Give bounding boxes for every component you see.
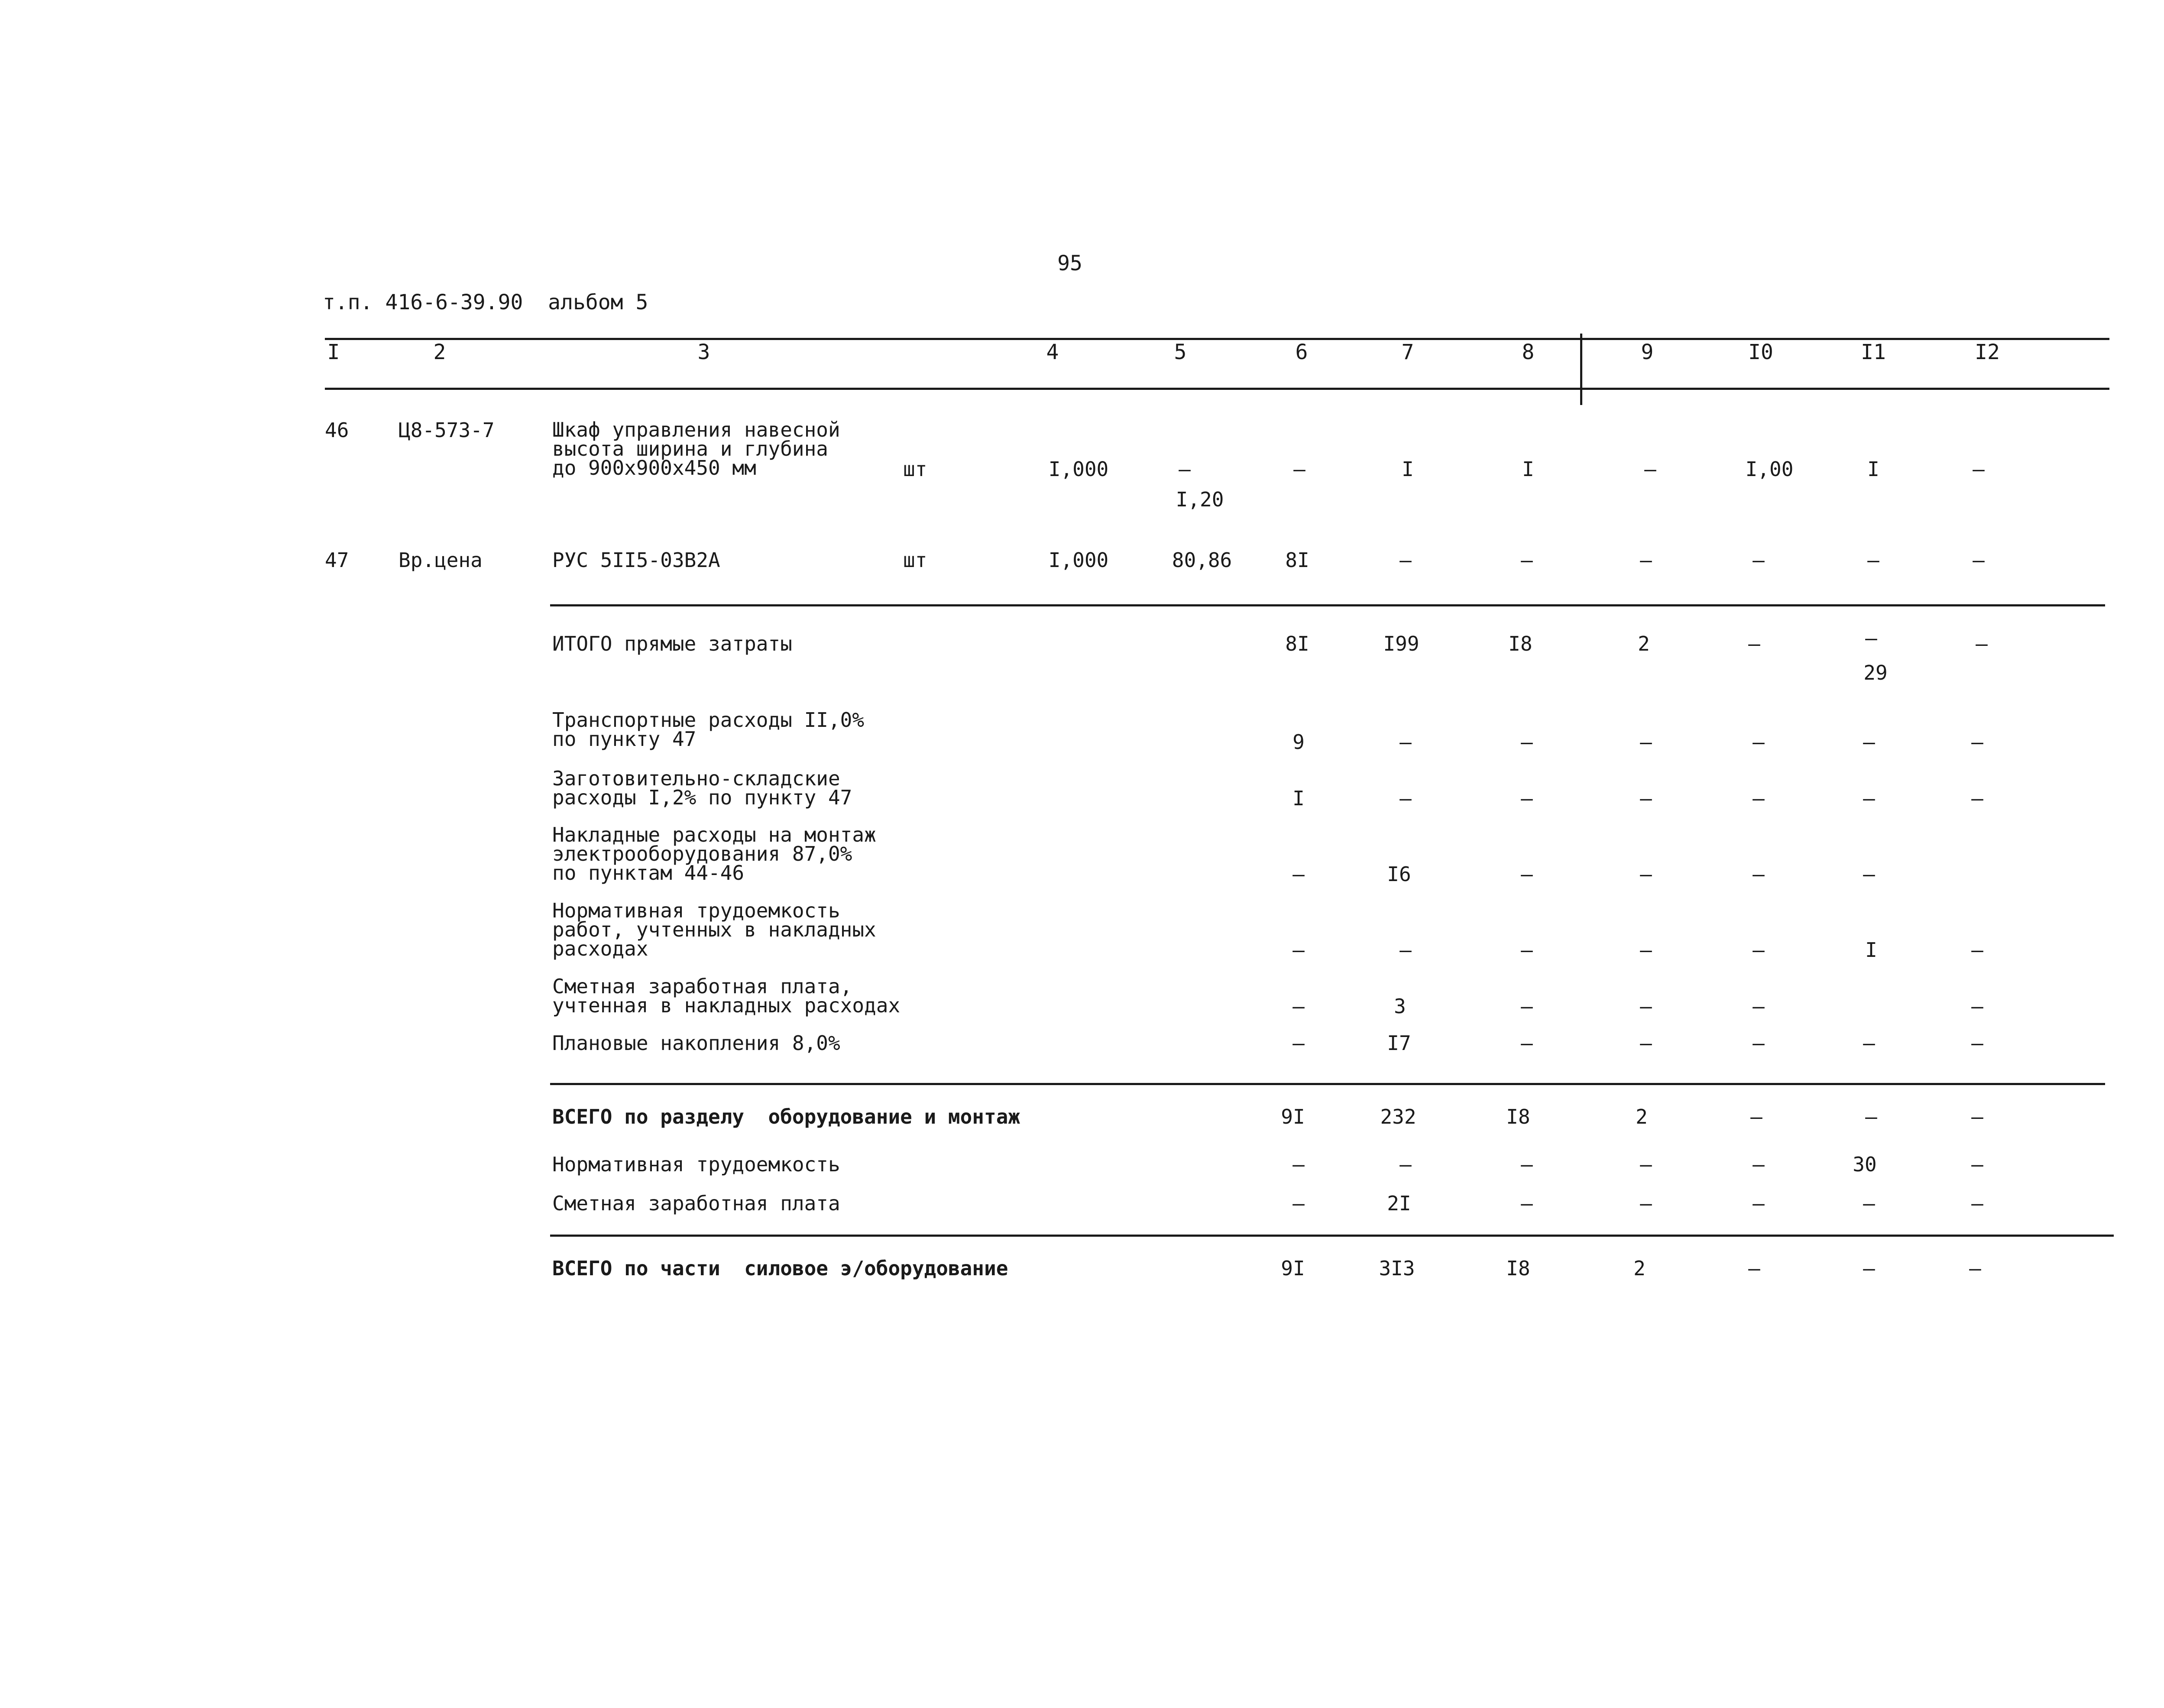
row-description: ИТОГО прямые затраты bbox=[552, 632, 792, 655]
cell-col6: – bbox=[1293, 995, 1305, 1018]
cell-col12: – bbox=[1973, 548, 1985, 572]
cell-col9: 2 bbox=[1638, 632, 1650, 655]
row-description: Заготовительно-складские расходы I,2% по пункту 47 bbox=[552, 767, 852, 809]
row-number: 47 bbox=[325, 548, 349, 572]
part-total-rule bbox=[550, 1235, 2114, 1237]
cell-col7: 3 bbox=[1394, 995, 1406, 1018]
row-code: Вр.цена bbox=[398, 548, 483, 572]
cell-col4: I,000 bbox=[1048, 457, 1109, 481]
cell-col6: 9 bbox=[1293, 730, 1305, 754]
cell-col8: I8 bbox=[1508, 632, 1532, 655]
cell-col8: – bbox=[1521, 995, 1533, 1018]
cell-col10: – bbox=[1753, 938, 1765, 962]
column-header: 5 bbox=[1174, 340, 1187, 364]
column-header: 6 bbox=[1295, 340, 1308, 364]
cell-col12: – bbox=[1971, 787, 1983, 810]
column-header: I1 bbox=[1861, 340, 1886, 364]
cell-col11: – bbox=[1863, 1031, 1875, 1055]
cell-col8: – bbox=[1521, 730, 1533, 754]
cell-col7: – bbox=[1399, 1153, 1412, 1176]
row-description: Шкаф управления навесной высота ширина и глубина до 900х900х450 мм bbox=[552, 418, 840, 480]
cell-col12: – bbox=[1971, 938, 1983, 962]
cell-col8: I8 bbox=[1506, 1105, 1530, 1128]
cell-col6: 9I bbox=[1281, 1105, 1305, 1128]
row-description: ВСЕГО по части силовое э/оборудование bbox=[552, 1257, 1008, 1280]
cell-col6: I bbox=[1293, 787, 1305, 810]
row-description: Плановые накопления 8,0% bbox=[552, 1031, 840, 1055]
row-description: Транспортные расходы II,0% по пункту 47 bbox=[552, 708, 865, 751]
row-number: 46 bbox=[325, 418, 349, 442]
column-header: I0 bbox=[1748, 340, 1773, 364]
column-header: 2 bbox=[433, 340, 446, 364]
column-header: 8 bbox=[1522, 340, 1535, 364]
cell-col7: – bbox=[1399, 938, 1412, 962]
table-top-rule bbox=[325, 338, 2109, 340]
cell-col7: – bbox=[1399, 548, 1412, 572]
cell-col9: – bbox=[1640, 1153, 1652, 1176]
cell-col5: 80,86 bbox=[1172, 548, 1232, 572]
cell-col10: – bbox=[1750, 1105, 1762, 1128]
column-header: 3 bbox=[697, 340, 710, 364]
cell-col7: – bbox=[1399, 730, 1412, 754]
cell-col4: I,000 bbox=[1048, 548, 1109, 572]
cell-col6: – bbox=[1293, 1153, 1305, 1176]
row-description: Сметная заработная плата bbox=[552, 1192, 840, 1215]
cell-col12: – bbox=[1971, 730, 1983, 754]
cell-col9: – bbox=[1644, 457, 1656, 481]
cell-col11: – bbox=[1863, 1192, 1875, 1215]
cell-col12: – bbox=[1971, 1192, 1983, 1215]
cell-col8: – bbox=[1521, 787, 1533, 810]
cell-col11: 30 bbox=[1853, 1153, 1877, 1176]
cell-col6: – bbox=[1293, 862, 1305, 886]
cell-col6: 8I bbox=[1285, 548, 1309, 572]
cell-col5: – bbox=[1179, 457, 1191, 481]
cell-col5-second: I,20 bbox=[1176, 488, 1224, 511]
cell-col12: – bbox=[1969, 1257, 1981, 1280]
cell-col7: I99 bbox=[1383, 632, 1419, 655]
cell-col9: – bbox=[1640, 995, 1652, 1018]
cell-col12: – bbox=[1971, 995, 1983, 1018]
cell-col6: – bbox=[1293, 1192, 1305, 1215]
cell-col10: – bbox=[1753, 1031, 1765, 1055]
cell-col10: – bbox=[1753, 787, 1765, 810]
cell-col7: 232 bbox=[1380, 1105, 1416, 1128]
column-header: I bbox=[327, 340, 340, 364]
cell-col8: – bbox=[1521, 938, 1533, 962]
cell-col6: – bbox=[1293, 938, 1305, 962]
cell-col8: – bbox=[1521, 548, 1533, 572]
cell-col10: – bbox=[1753, 1192, 1765, 1215]
cell-col10: – bbox=[1753, 995, 1765, 1018]
cell-col11: – bbox=[1863, 1257, 1875, 1280]
cell-col9: – bbox=[1640, 787, 1652, 810]
section-total-rule bbox=[550, 1083, 2105, 1085]
cell-col11: – bbox=[1865, 626, 1877, 650]
cell-col8: – bbox=[1521, 1192, 1533, 1215]
row-unit: шт bbox=[903, 548, 927, 572]
cell-col7: I7 bbox=[1387, 1031, 1411, 1055]
cell-col12: – bbox=[1973, 457, 1985, 481]
cell-col8: – bbox=[1521, 1153, 1533, 1176]
cell-col8: I bbox=[1522, 457, 1534, 481]
cell-col12: – bbox=[1976, 632, 1988, 655]
cell-col10: – bbox=[1753, 730, 1765, 754]
cell-col10: – bbox=[1753, 862, 1765, 886]
cell-col8: – bbox=[1521, 862, 1533, 886]
table-header-rule bbox=[325, 388, 2109, 390]
cell-col9: – bbox=[1640, 548, 1652, 572]
cell-col7: – bbox=[1399, 787, 1412, 810]
cell-col11: I bbox=[1865, 938, 1877, 962]
cell-col6: – bbox=[1293, 1031, 1305, 1055]
cell-col10: – bbox=[1748, 632, 1760, 655]
cell-col7: I6 bbox=[1387, 862, 1411, 886]
cell-col11: – bbox=[1863, 730, 1875, 754]
cell-col10: – bbox=[1753, 548, 1765, 572]
column-header: 7 bbox=[1401, 340, 1414, 364]
cell-col7: 2I bbox=[1387, 1192, 1411, 1215]
cell-col9: – bbox=[1640, 730, 1652, 754]
cell-col6: – bbox=[1293, 457, 1306, 481]
cell-col10: – bbox=[1753, 1153, 1765, 1176]
cell-col9: – bbox=[1640, 1192, 1652, 1215]
row-description: Накладные расходы на монтаж электрооборудования 87,0% по пунктам 44-46 bbox=[552, 823, 876, 885]
cell-col11: – bbox=[1867, 548, 1879, 572]
column-header: 9 bbox=[1641, 340, 1654, 364]
cell-col8: – bbox=[1521, 1031, 1533, 1055]
cell-col11: I bbox=[1867, 457, 1879, 481]
cell-col8: I8 bbox=[1506, 1257, 1530, 1280]
row-code: Ц8-573-7 bbox=[398, 418, 495, 442]
cell-col10: – bbox=[1748, 1257, 1760, 1280]
column-divider bbox=[1580, 334, 1582, 405]
row-description: РУС 5II5-03В2А bbox=[552, 548, 720, 572]
cell-col11-second: 29 bbox=[1863, 661, 1888, 684]
row-description: Нормативная трудоемкость работ, учтенных в накладных расходах bbox=[552, 899, 876, 960]
cell-col9: 2 bbox=[1636, 1105, 1648, 1128]
subtotal-rule bbox=[550, 604, 2105, 606]
cell-col12: – bbox=[1971, 1105, 1983, 1128]
cell-col9: – bbox=[1640, 938, 1652, 962]
cell-col9: 2 bbox=[1633, 1257, 1646, 1280]
cell-col9: – bbox=[1640, 862, 1652, 886]
row-description: Сметная заработная плата, учтенная в накладных расходах bbox=[552, 975, 901, 1017]
cell-col6: 9I bbox=[1281, 1257, 1305, 1280]
row-description: Нормативная трудоемкость bbox=[552, 1153, 840, 1176]
cell-col10: I,00 bbox=[1745, 457, 1794, 481]
page-number: 95 bbox=[1057, 251, 1082, 275]
cell-col12: – bbox=[1971, 1153, 1983, 1176]
cell-col12: – bbox=[1971, 1031, 1983, 1055]
row-unit: шт bbox=[903, 457, 927, 481]
cell-col7: I bbox=[1402, 457, 1414, 481]
cell-col11: – bbox=[1865, 1105, 1877, 1128]
column-header: 4 bbox=[1046, 340, 1059, 364]
cell-col7: 3I3 bbox=[1379, 1257, 1415, 1280]
cell-col11: – bbox=[1863, 787, 1875, 810]
row-description: ВСЕГО по разделу оборудование и монтаж bbox=[552, 1105, 1020, 1128]
cell-col11: – bbox=[1863, 862, 1875, 886]
column-header: I2 bbox=[1975, 340, 2000, 364]
cell-col9: – bbox=[1640, 1031, 1652, 1055]
cell-col6: 8I bbox=[1285, 632, 1309, 655]
document-reference: т.п. 416-6-39.90 альбом 5 bbox=[323, 290, 648, 314]
